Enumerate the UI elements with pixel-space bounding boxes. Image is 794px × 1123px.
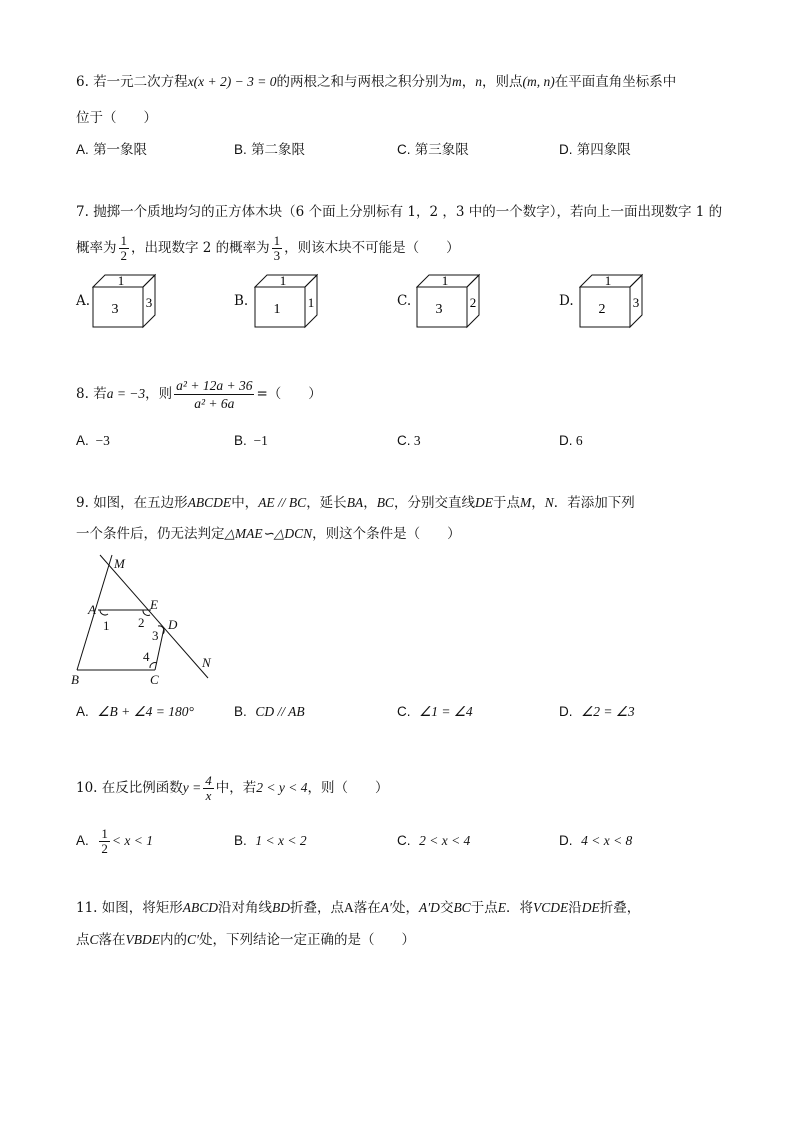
q8-option-c[interactable]: [397, 431, 421, 451]
fraction-numerator: 1: [120, 233, 127, 248]
q7-fraction-half: [119, 234, 130, 263]
q7-option-d-label[interactable]: D.: [559, 293, 574, 309]
q11-point-c-prime: C′: [187, 932, 199, 947]
q7-option-a-label[interactable]: A.: [76, 293, 91, 309]
q8-text: =（ ）: [256, 386, 322, 402]
q9-bc: BC: [376, 495, 394, 510]
q6-text: ，则点: [482, 74, 523, 90]
cube-side-label: 2: [469, 295, 477, 310]
option-label: D.: [559, 142, 573, 157]
q10-text: 中，若: [215, 780, 257, 796]
q9-text: 如图，在五边形: [93, 495, 188, 511]
q8-number: 8.: [76, 386, 89, 402]
option-label: B.: [234, 433, 247, 448]
q9-line2: [76, 524, 461, 544]
cube-top-label: 1: [441, 273, 449, 288]
q8-text: 若: [93, 386, 107, 402]
line-mn: [100, 555, 208, 678]
option-text: CD // AB: [255, 704, 305, 719]
fraction-numerator: 4: [205, 773, 212, 788]
label-a: A: [88, 602, 96, 617]
q11-text: 交: [439, 900, 454, 916]
q6-point: (m, n): [522, 74, 555, 89]
q9-text: 中，: [231, 495, 259, 511]
q6-equation: x(x + 2) − 3 = 0: [187, 74, 277, 89]
q9-text: ，: [531, 495, 545, 511]
q9-pentagon: ABCDE: [187, 495, 232, 510]
q11-bd: BD: [272, 900, 291, 915]
q7-number: 7.: [76, 204, 89, 220]
option-label: D.: [559, 704, 573, 719]
cube-front-label: 1: [273, 302, 281, 317]
label-angle-3: 3: [152, 628, 159, 643]
q7-text: ，则该木块不可能是（ ）: [284, 240, 460, 256]
q11-text: 如图，将矩形: [101, 900, 183, 916]
q11-de: DE: [581, 900, 600, 915]
option-label: A.: [76, 142, 89, 157]
q11-ad: A′D: [418, 900, 440, 915]
option-text: 3: [413, 433, 421, 448]
fraction-denominator: x: [203, 788, 214, 803]
q11-number: 11.: [76, 900, 98, 916]
q6-text: 的两根之和与两根之积分别为: [276, 74, 452, 90]
q10-option-b[interactable]: [234, 831, 307, 851]
q7-option-c-label[interactable]: C.: [397, 293, 412, 309]
option-text: 第一象限: [93, 142, 148, 158]
q11-text: 折叠，点: [290, 900, 345, 916]
q9-de: DE: [474, 495, 493, 510]
q9-text: ，分别交直线: [393, 495, 475, 511]
q6-text: 在平面直角坐标系中: [554, 74, 677, 90]
fraction-denominator: 2: [101, 841, 108, 856]
q6-option-b[interactable]: [234, 140, 305, 160]
q8-option-a[interactable]: [76, 431, 110, 451]
q11-text: 处，下列结论一定正确的是（ ）: [198, 932, 415, 948]
fraction-numerator: a² + 12a + 36: [176, 378, 253, 393]
q11-point-c: C: [89, 932, 99, 947]
q10-condition: 2 < y < 4: [256, 780, 308, 795]
q10-line1: [76, 770, 388, 806]
q9-option-c[interactable]: [397, 702, 473, 722]
angle-1-arc: [100, 610, 108, 615]
q11-point-a: A: [344, 900, 354, 915]
q9-text: ，延长: [306, 495, 347, 511]
q7-option-b-label[interactable]: B.: [234, 293, 249, 309]
q7-text: 抛掷一个质地均匀的正方体木块（6 个面上分别标有 1，2 ，3 中的一个数字），若向上一面出现数字 1 的: [93, 204, 723, 220]
q10-text: ，则（ ）: [307, 780, 389, 796]
q10-option-d[interactable]: [559, 831, 632, 851]
cube-top-label: 1: [117, 273, 125, 288]
q7-cube-a[interactable]: [92, 273, 156, 329]
option-label: A.: [76, 833, 89, 848]
option-label: A.: [76, 433, 89, 448]
q9-pentagon-figure: [66, 552, 226, 688]
q9-pm: M: [519, 495, 532, 510]
label-d: D: [168, 617, 178, 632]
q7-cube-d[interactable]: [579, 273, 643, 329]
option-label: D.: [559, 433, 573, 448]
q6-var-m: m: [452, 74, 462, 89]
q9-text: ，: [363, 495, 377, 511]
fraction-denominator: 3: [273, 248, 281, 263]
option-text: ∠2 = ∠3: [581, 704, 635, 719]
fraction-numerator: 1: [273, 233, 281, 248]
q9-similar: △MAE∽△DCN: [224, 526, 313, 541]
option-text: 第四象限: [576, 142, 631, 158]
q9-parallel: AE // BC: [258, 495, 307, 510]
cube-front-label: 3: [111, 302, 119, 317]
q11-text: 落在: [353, 900, 381, 916]
option-label: B.: [234, 833, 247, 848]
option-label: D.: [559, 833, 573, 848]
q7-cube-c[interactable]: [416, 273, 480, 329]
q11-rect: ABCD: [182, 900, 219, 915]
cube-side-label: 1: [307, 295, 315, 310]
option-text: 2 < x < 4: [419, 833, 471, 848]
q9-option-b[interactable]: [234, 702, 305, 722]
q8-condition: a = −3: [106, 386, 146, 401]
q8-option-b[interactable]: [234, 431, 268, 451]
q11-triangle-bde: VBDE: [125, 932, 161, 947]
q10-option-c[interactable]: [397, 831, 470, 851]
q6-text: 若一元二次方程: [93, 74, 188, 90]
q9-text: 一个条件后，仍无法判定: [76, 526, 225, 542]
option-label: A.: [76, 704, 89, 719]
option-label: C.: [397, 704, 411, 719]
q9-number: 9.: [76, 495, 89, 511]
label-n: N: [202, 655, 211, 670]
cube-front-label: 2: [598, 302, 606, 317]
option-text: 1 < x < 2: [255, 833, 307, 848]
label-angle-1: 1: [103, 618, 110, 633]
q9-line1: [76, 493, 635, 513]
option-label: C.: [397, 433, 411, 448]
q8-text: ，则: [145, 386, 173, 402]
q7-fraction-third: [272, 234, 283, 263]
q6-option-d[interactable]: [559, 140, 631, 160]
q11-text: 点: [76, 932, 90, 948]
q11-text: 沿对角线: [218, 900, 273, 916]
q9-text: 于点: [492, 495, 520, 511]
q6-var-n: n: [475, 74, 482, 89]
q9-pn: N: [544, 495, 554, 510]
q9-option-a[interactable]: [76, 702, 194, 722]
q11-line1: [76, 898, 640, 918]
option-text: 6: [575, 433, 583, 448]
label-e: E: [150, 597, 158, 612]
q7-cube-b[interactable]: [254, 273, 318, 329]
q11-line2: [76, 930, 415, 950]
cube-top-label: 1: [279, 273, 287, 288]
label-angle-4: 4: [143, 649, 150, 664]
fraction-denominator: 2: [120, 248, 127, 263]
q7-text: 概率为: [76, 240, 117, 256]
option-label: C.: [397, 833, 411, 848]
q10-y-equals: y =: [182, 780, 202, 795]
option-text: −1: [253, 433, 268, 448]
q11-text: 落在: [98, 932, 126, 948]
fraction-denominator: a² + 6a: [174, 394, 254, 412]
cube-top-label: 1: [604, 273, 612, 288]
q8-fraction: [174, 377, 254, 412]
q10-option-a[interactable]: [76, 824, 153, 858]
option-label: C.: [397, 142, 411, 157]
q11-text: 内的: [160, 932, 188, 948]
label-angle-2: 2: [138, 615, 145, 630]
q11-point-e: E: [497, 900, 506, 915]
q6-number: 6.: [76, 74, 89, 90]
cube-side-label: 3: [145, 295, 153, 310]
option-text: ∠B + ∠4 = 180°: [97, 704, 194, 719]
option-label: B.: [234, 704, 247, 719]
option-text: 第三象限: [414, 142, 469, 158]
q9-text: ．若添加下列: [553, 495, 635, 511]
q8-option-d[interactable]: [559, 431, 583, 451]
q9-ba: BA: [346, 495, 364, 510]
option-text: < x < 1: [111, 833, 153, 848]
q10-text: 在反比例函数: [101, 780, 183, 796]
q6-line1: [76, 72, 676, 92]
option-fraction: [99, 827, 110, 856]
option-text: 4 < x < 8: [581, 833, 633, 848]
option-label: B.: [234, 142, 247, 157]
option-text: 第二象限: [251, 142, 306, 158]
q10-number: 10.: [76, 780, 98, 796]
q8-line1: [76, 376, 322, 412]
label-c: C: [150, 672, 159, 687]
q6-line2: 位于（ ）: [76, 110, 157, 126]
cube-front-label: 3: [435, 302, 443, 317]
cube-side-label: 3: [632, 295, 640, 310]
q6-sep: ，: [461, 74, 476, 90]
fraction-numerator: 1: [101, 826, 108, 841]
q11-triangle-cde: VCDE: [532, 900, 569, 915]
q6-option-a[interactable]: [76, 140, 147, 160]
q10-fraction: [203, 774, 214, 803]
q11-bc: BC: [453, 900, 471, 915]
q11-text: 折叠，: [599, 900, 641, 916]
q9-text: ，则这个条件是（ ）: [312, 526, 461, 542]
q7-line2: [76, 232, 460, 264]
q11-text: 于点: [470, 900, 498, 916]
q7-line1: [76, 202, 722, 222]
q11-text: 沿: [568, 900, 582, 916]
option-text: ∠1 = ∠4: [419, 704, 473, 719]
q11-text: 处，: [391, 900, 419, 916]
label-b: B: [71, 672, 79, 687]
q11-point-a-prime: A′: [380, 900, 392, 915]
q7-text: ，出现数字 2 的概率为: [131, 240, 270, 256]
option-text: −3: [95, 433, 110, 448]
q11-text: ．将: [505, 900, 533, 916]
label-m: M: [114, 556, 125, 571]
q9-option-d[interactable]: [559, 702, 635, 722]
q6-option-c[interactable]: [397, 140, 469, 160]
